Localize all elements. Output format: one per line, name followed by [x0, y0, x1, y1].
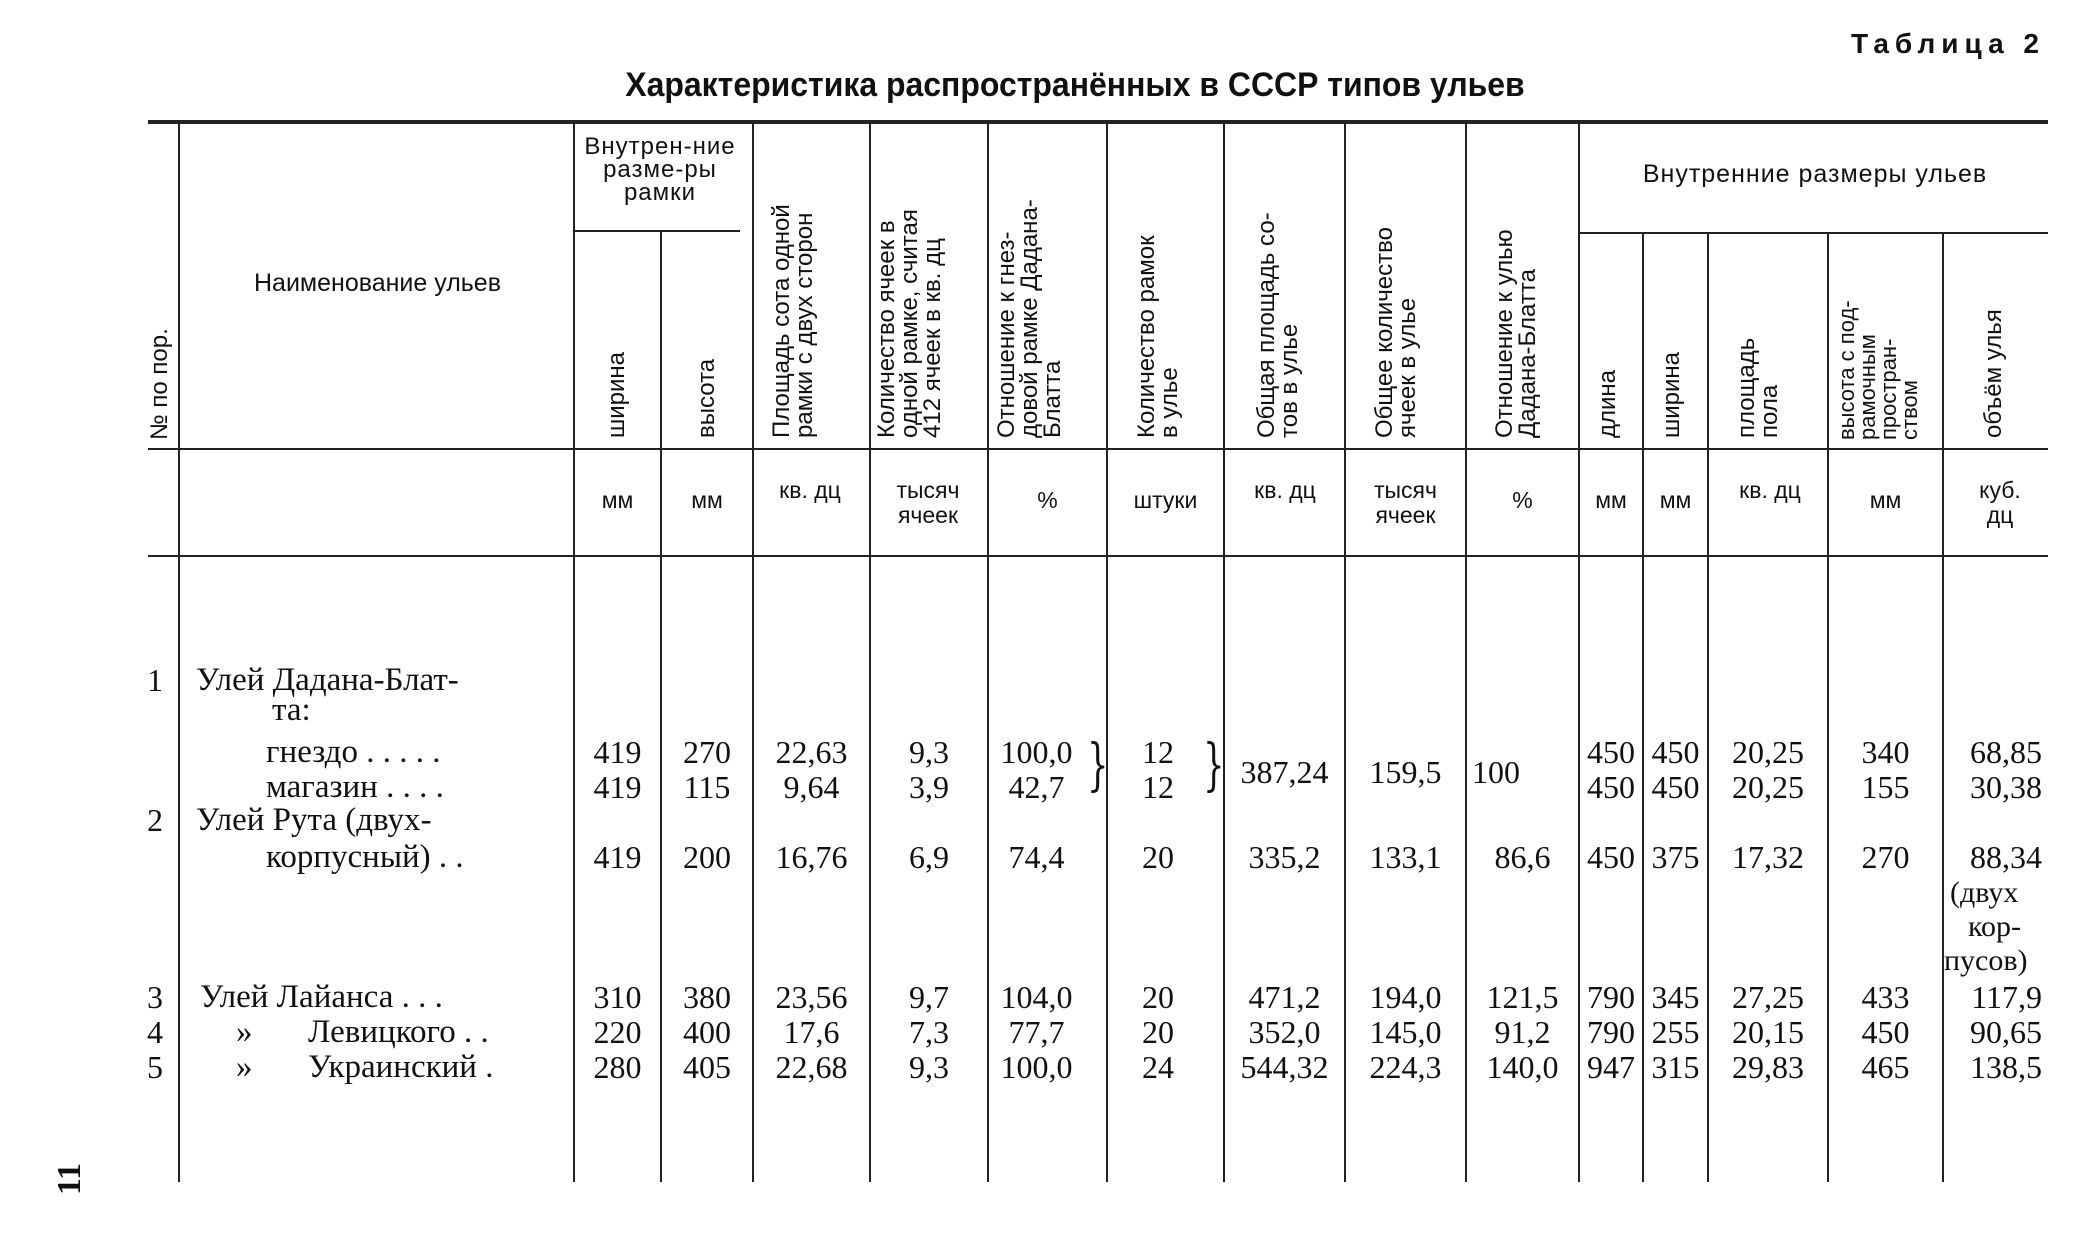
row-number: 2	[147, 802, 163, 838]
table-cell: 471,2	[1248, 979, 1321, 1015]
table-cell: 375	[1651, 839, 1700, 875]
table-cell: 255	[1651, 1014, 1700, 1050]
table-cell: 117,9	[1971, 979, 2042, 1015]
header-cells-count: Количество ячеек в одной рамке, считая 412 ячеек в кв. дц	[873, 209, 946, 438]
table-cell: 790	[1587, 1014, 1635, 1050]
table-cell: 17,6	[783, 1014, 840, 1050]
table-cell: 6,9	[909, 839, 949, 875]
hive-name-cont: та:	[272, 692, 311, 728]
table-cell: 7,3	[909, 1014, 949, 1050]
header-length: длина	[1594, 369, 1621, 438]
hive-name: Улей Рута (двух-	[196, 802, 432, 838]
table-cell: 3,9	[909, 769, 949, 805]
table-cell: 270	[683, 734, 731, 770]
table-cell: 9,3	[909, 1049, 949, 1085]
table-cell: 23,56	[775, 979, 848, 1015]
table-cell: 544,32	[1240, 1049, 1329, 1085]
header-ratio-frame: Отношение к гнез- довой рамке Дадана- Блатта	[993, 199, 1066, 438]
table-cell: 104,0	[1000, 979, 1073, 1015]
header-volume: объём улья	[1980, 309, 2007, 438]
table-cell: 86,6	[1494, 839, 1551, 875]
page-number: 11	[51, 1162, 89, 1196]
table-cell: 450	[1587, 839, 1635, 875]
brace-icon: }	[1203, 733, 1225, 798]
table-cell: 115	[683, 769, 731, 805]
table-cell: 450	[1651, 769, 1700, 805]
table-cell-note: кор-	[1968, 910, 2022, 943]
table-cell-note: (двух	[1950, 876, 2019, 909]
unit-width: мм	[601, 487, 634, 513]
hive-part-name: гнездо . . . . .	[266, 734, 441, 770]
table-cell: 419	[593, 734, 642, 770]
table-cell: 24	[1142, 1049, 1174, 1085]
unit-total-area: кв. дц	[1254, 477, 1316, 503]
table-cell: 224,3	[1369, 1049, 1442, 1085]
header-total-cells: Общее количество ячеек в улье	[1371, 227, 1421, 438]
table-cell: 20	[1142, 839, 1174, 875]
table-cell: 22,68	[775, 1049, 848, 1085]
table-cell: 200	[683, 839, 731, 875]
table-cell: 345	[1651, 979, 1700, 1015]
table-cell: 20	[1142, 1014, 1174, 1050]
header-name: Наименование ульев	[254, 269, 501, 297]
header-rule	[148, 448, 2048, 450]
table-cell: 16,76	[775, 839, 848, 875]
table-cell: 20,15	[1732, 1014, 1804, 1050]
row-number: 3	[147, 979, 163, 1015]
table-cell: 400	[683, 1014, 731, 1050]
table-cell: 450	[1587, 769, 1635, 805]
unit-comb-area: кв. дц	[779, 477, 841, 503]
table-cell-note: пусов)	[1944, 944, 2028, 977]
unit-hheight: мм	[1869, 487, 1902, 513]
top-rule	[148, 120, 2048, 124]
table-cell: 280	[593, 1049, 642, 1085]
hive-name: Улей Дадана-Блат-	[196, 662, 459, 698]
unit-floor-area: кв. дц	[1739, 477, 1801, 503]
table-cell: 450	[1587, 734, 1635, 770]
table-cell: 20	[1142, 979, 1174, 1015]
unit-ratio-frame: %	[1037, 487, 1058, 513]
table-cell: 352,0	[1248, 1014, 1321, 1050]
table-cell: 145,0	[1369, 1014, 1442, 1050]
table-cell: 9,64	[783, 769, 840, 805]
ditto-mark: »	[236, 1014, 253, 1050]
hive-part-name: магазин . . . .	[266, 769, 444, 805]
header-frames-count: Количество рамок в улье	[1133, 235, 1183, 438]
table-cell: 22,63	[775, 734, 848, 770]
table-cell: 12	[1142, 734, 1174, 770]
header-frame-group: Внутрен-ние разме-ры рамки	[584, 133, 736, 206]
col-line	[178, 122, 180, 1182]
table-cell: 433	[1861, 979, 1910, 1015]
table-cell: 419	[593, 839, 642, 875]
hive-name: Левицкого . .	[308, 1014, 489, 1050]
header-num: № по пор.	[146, 328, 173, 440]
table-cell: 155	[1861, 769, 1910, 805]
table-cell: 88,34	[1970, 839, 2042, 875]
table-cell: 270	[1861, 839, 1910, 875]
table-cell: 9,7	[909, 979, 949, 1015]
table-cell: 77,7	[1008, 1014, 1065, 1050]
table-cell: 12	[1142, 769, 1174, 805]
header-width: ширина	[603, 351, 630, 438]
unit-volume: куб. дц	[1979, 477, 2021, 528]
table-cell: 42,7	[1008, 769, 1065, 805]
table-cell: 790	[1587, 979, 1635, 1015]
table-cell: 100,0	[1000, 734, 1073, 770]
table-cell: 380	[683, 979, 731, 1015]
table-cell: 947	[1587, 1049, 1635, 1085]
table-cell: 20,25	[1732, 734, 1804, 770]
table-cell: 310	[593, 979, 642, 1015]
header-ratio-hive: Отношение к улью Дадана-Блатта	[1491, 229, 1541, 438]
table-cell: 9,3	[909, 734, 949, 770]
table-cell: 220	[593, 1014, 642, 1050]
ditto-mark: »	[236, 1049, 253, 1085]
table-cell: 315	[1651, 1049, 1700, 1085]
header-floor-area: площадь пола	[1733, 337, 1783, 438]
table-cell: 100,0	[1000, 1049, 1073, 1085]
table-cell: 419	[593, 769, 642, 805]
table-cell: 465	[1861, 1049, 1910, 1085]
table-cell: 17,32	[1732, 839, 1804, 875]
table-cell: 387,24	[1240, 754, 1329, 790]
table-cell: 90,65	[1970, 1014, 2042, 1050]
header-hive-group: Внутренние размеры ульев	[1642, 160, 1988, 188]
unit-cells-count: тысяч ячеек	[896, 477, 960, 528]
table-cell: 159,5	[1369, 754, 1442, 790]
table-title: Характеристика распространённых в СССР типов ульев	[625, 66, 1525, 104]
table-cell: 30,38	[1970, 769, 2042, 805]
unit-ratio-hive: %	[1512, 487, 1533, 513]
unit-length: мм	[1595, 487, 1627, 513]
hive-name-cont: корпусный) . .	[266, 839, 464, 875]
table-cell: 405	[683, 1049, 731, 1085]
brace-icon: }	[1087, 733, 1109, 798]
table-cell: 29,83	[1732, 1049, 1804, 1085]
table-cell: 340	[1861, 734, 1910, 770]
unit-hwidth: мм	[1659, 487, 1692, 513]
group-rule	[575, 230, 740, 232]
table-cell: 74,4	[1008, 839, 1065, 875]
row-number: 4	[147, 1014, 163, 1050]
header-height: высота	[693, 358, 720, 438]
table-cell: 450	[1651, 734, 1700, 770]
unit-height: мм	[691, 487, 723, 513]
table-cell: 450	[1861, 1014, 1910, 1050]
hive-name: Украинский .	[308, 1049, 494, 1085]
table-cell: 100	[1472, 754, 1520, 790]
table-cell: 27,25	[1732, 979, 1804, 1015]
units-rule	[148, 555, 2048, 557]
table-cell: 140,0	[1486, 1049, 1559, 1085]
table-cell: 194,0	[1369, 979, 1442, 1015]
table-cell: 68,85	[1970, 734, 2042, 770]
table-cell: 335,2	[1248, 839, 1321, 875]
table-label: Таблица 2	[1850, 28, 2045, 59]
table-cell: 20,25	[1732, 769, 1804, 805]
table-cell: 121,5	[1486, 979, 1559, 1015]
header-hheight: высота с под- рамочным простран- ством	[1834, 300, 1922, 440]
table-cell: 138,5	[1970, 1049, 2042, 1085]
unit-total-cells: тысяч ячеек	[1373, 477, 1437, 528]
row-number: 5	[147, 1049, 163, 1085]
unit-frames-count: штуки	[1133, 487, 1198, 513]
header-hwidth: ширина	[1658, 351, 1685, 438]
hive-name: Улей Лайанса . . .	[200, 979, 443, 1015]
group-rule	[1578, 232, 2048, 234]
table-cell: 133,1	[1369, 839, 1442, 875]
header-comb-area: Площадь сота одной рамки с двух сторон	[768, 204, 818, 438]
table-cell: 91,2	[1494, 1014, 1551, 1050]
header-total-area: Общая площадь со- тов в улье	[1253, 212, 1303, 438]
row-number: 1	[147, 662, 163, 698]
